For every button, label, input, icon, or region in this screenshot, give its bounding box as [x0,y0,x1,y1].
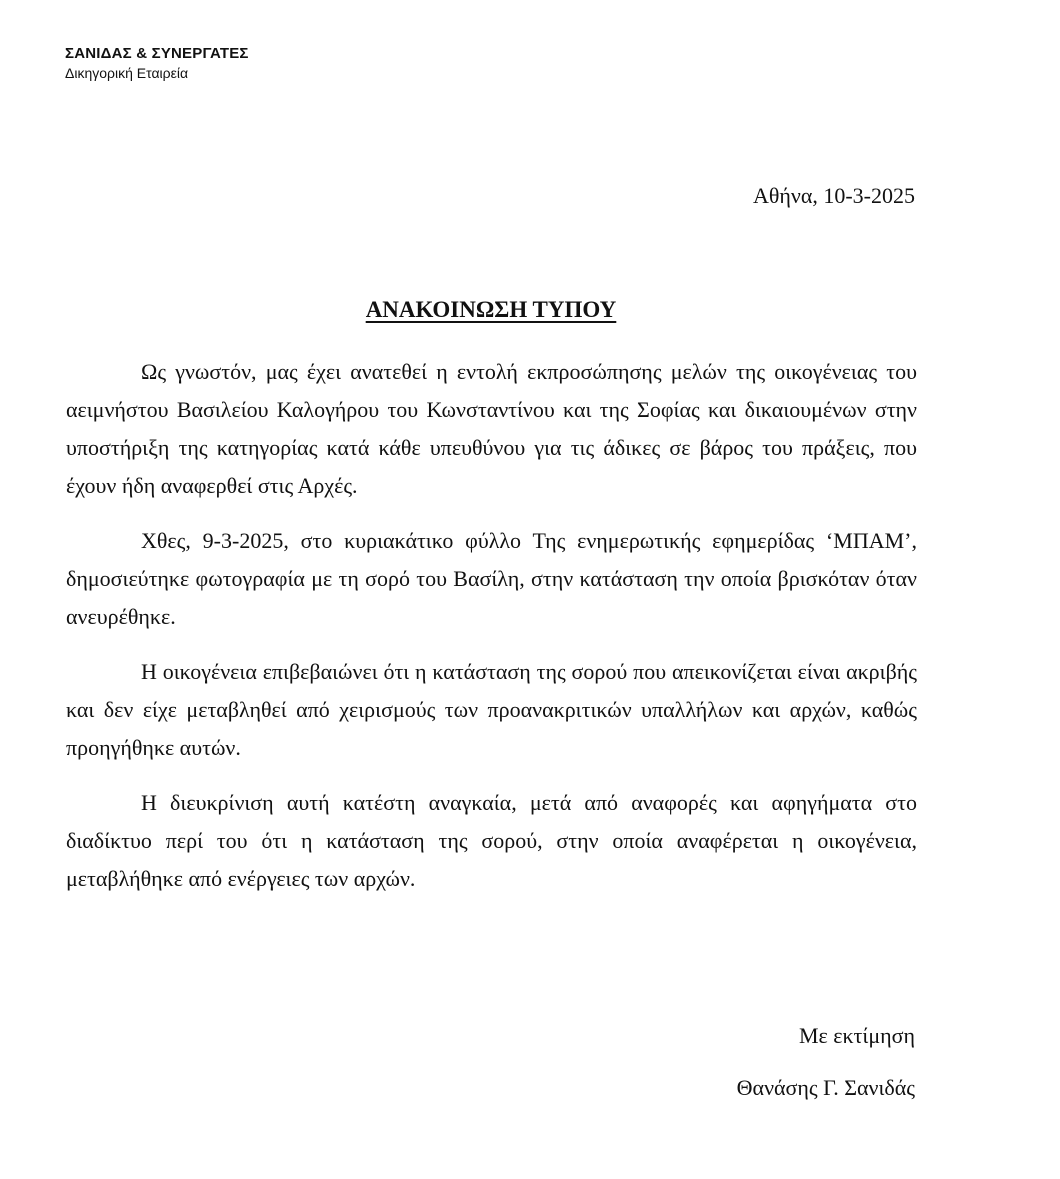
paragraph-4: Η διευκρίνιση αυτή κατέστη αναγκαία, μετά από αναφορές και αφηγήματα στο διαδίκτυο περί του ότι η κατάσταση της σορού, στην οποία αναφέρεται η οικογένεια, μεταβλήθηκε από ενέργειες των αρχών. [66,790,917,891]
paragraph-2: Χθες, 9-3-2025, στο κυριακάτικο φύλλο Της ενημερωτικής εφημερίδας ‘ΜΠΑΜ’, δημοσιεύτηκε φωτογραφία με τη σορό του Βασίλη, στην κατάσταση την οποία βρισκόταν όταν ανευρέθηκε. [66,528,917,629]
document-body [66,353,917,915]
closing-block [737,1022,915,1102]
signature-name: Θανάσης Γ. Σανιδάς [736,1075,915,1100]
firm-name: ΣΑΝΙΔΑΣ & ΣΥΝΕΡΓΑΤΕΣ [65,45,249,62]
document-date: Αθήνα, 10-3-2025 [752,183,915,208]
letterhead [65,44,249,82]
paragraph-3: Η οικογένεια επιβεβαιώνει ότι η κατάσταση της σορού που απεικονίζεται είναι ακριβής και δεν είχε μεταβληθεί από χειρισμούς των προανακριτικών υπαλλήλων και αρχών, καθώς προηγήθηκε αυτών. [66,659,917,760]
document-title: ΑΝΑΚΟΙΝΩΣΗ ΤΥΠΟΥ [365,297,617,322]
paragraph-1: Ως γνωστόν, μας έχει ανατεθεί η εντολή εκπροσώπησης μελών της οικογένειας του αειμνήστου Βασιλείου Καλογήρου του Κωνσταντίνου και της Σοφίας και δικαιουμένων στην υποστήριξη της κατηγορίας κατά κάθε υπευθύνου για τις άδικες σε βάρος του πράξεις, που έχουν ήδη αναφερθεί στις Αρχές. [66,359,917,498]
firm-subtitle: Δικηγορική Εταιρεία [65,65,189,81]
closing-salutation: Με εκτίμηση [798,1023,915,1048]
